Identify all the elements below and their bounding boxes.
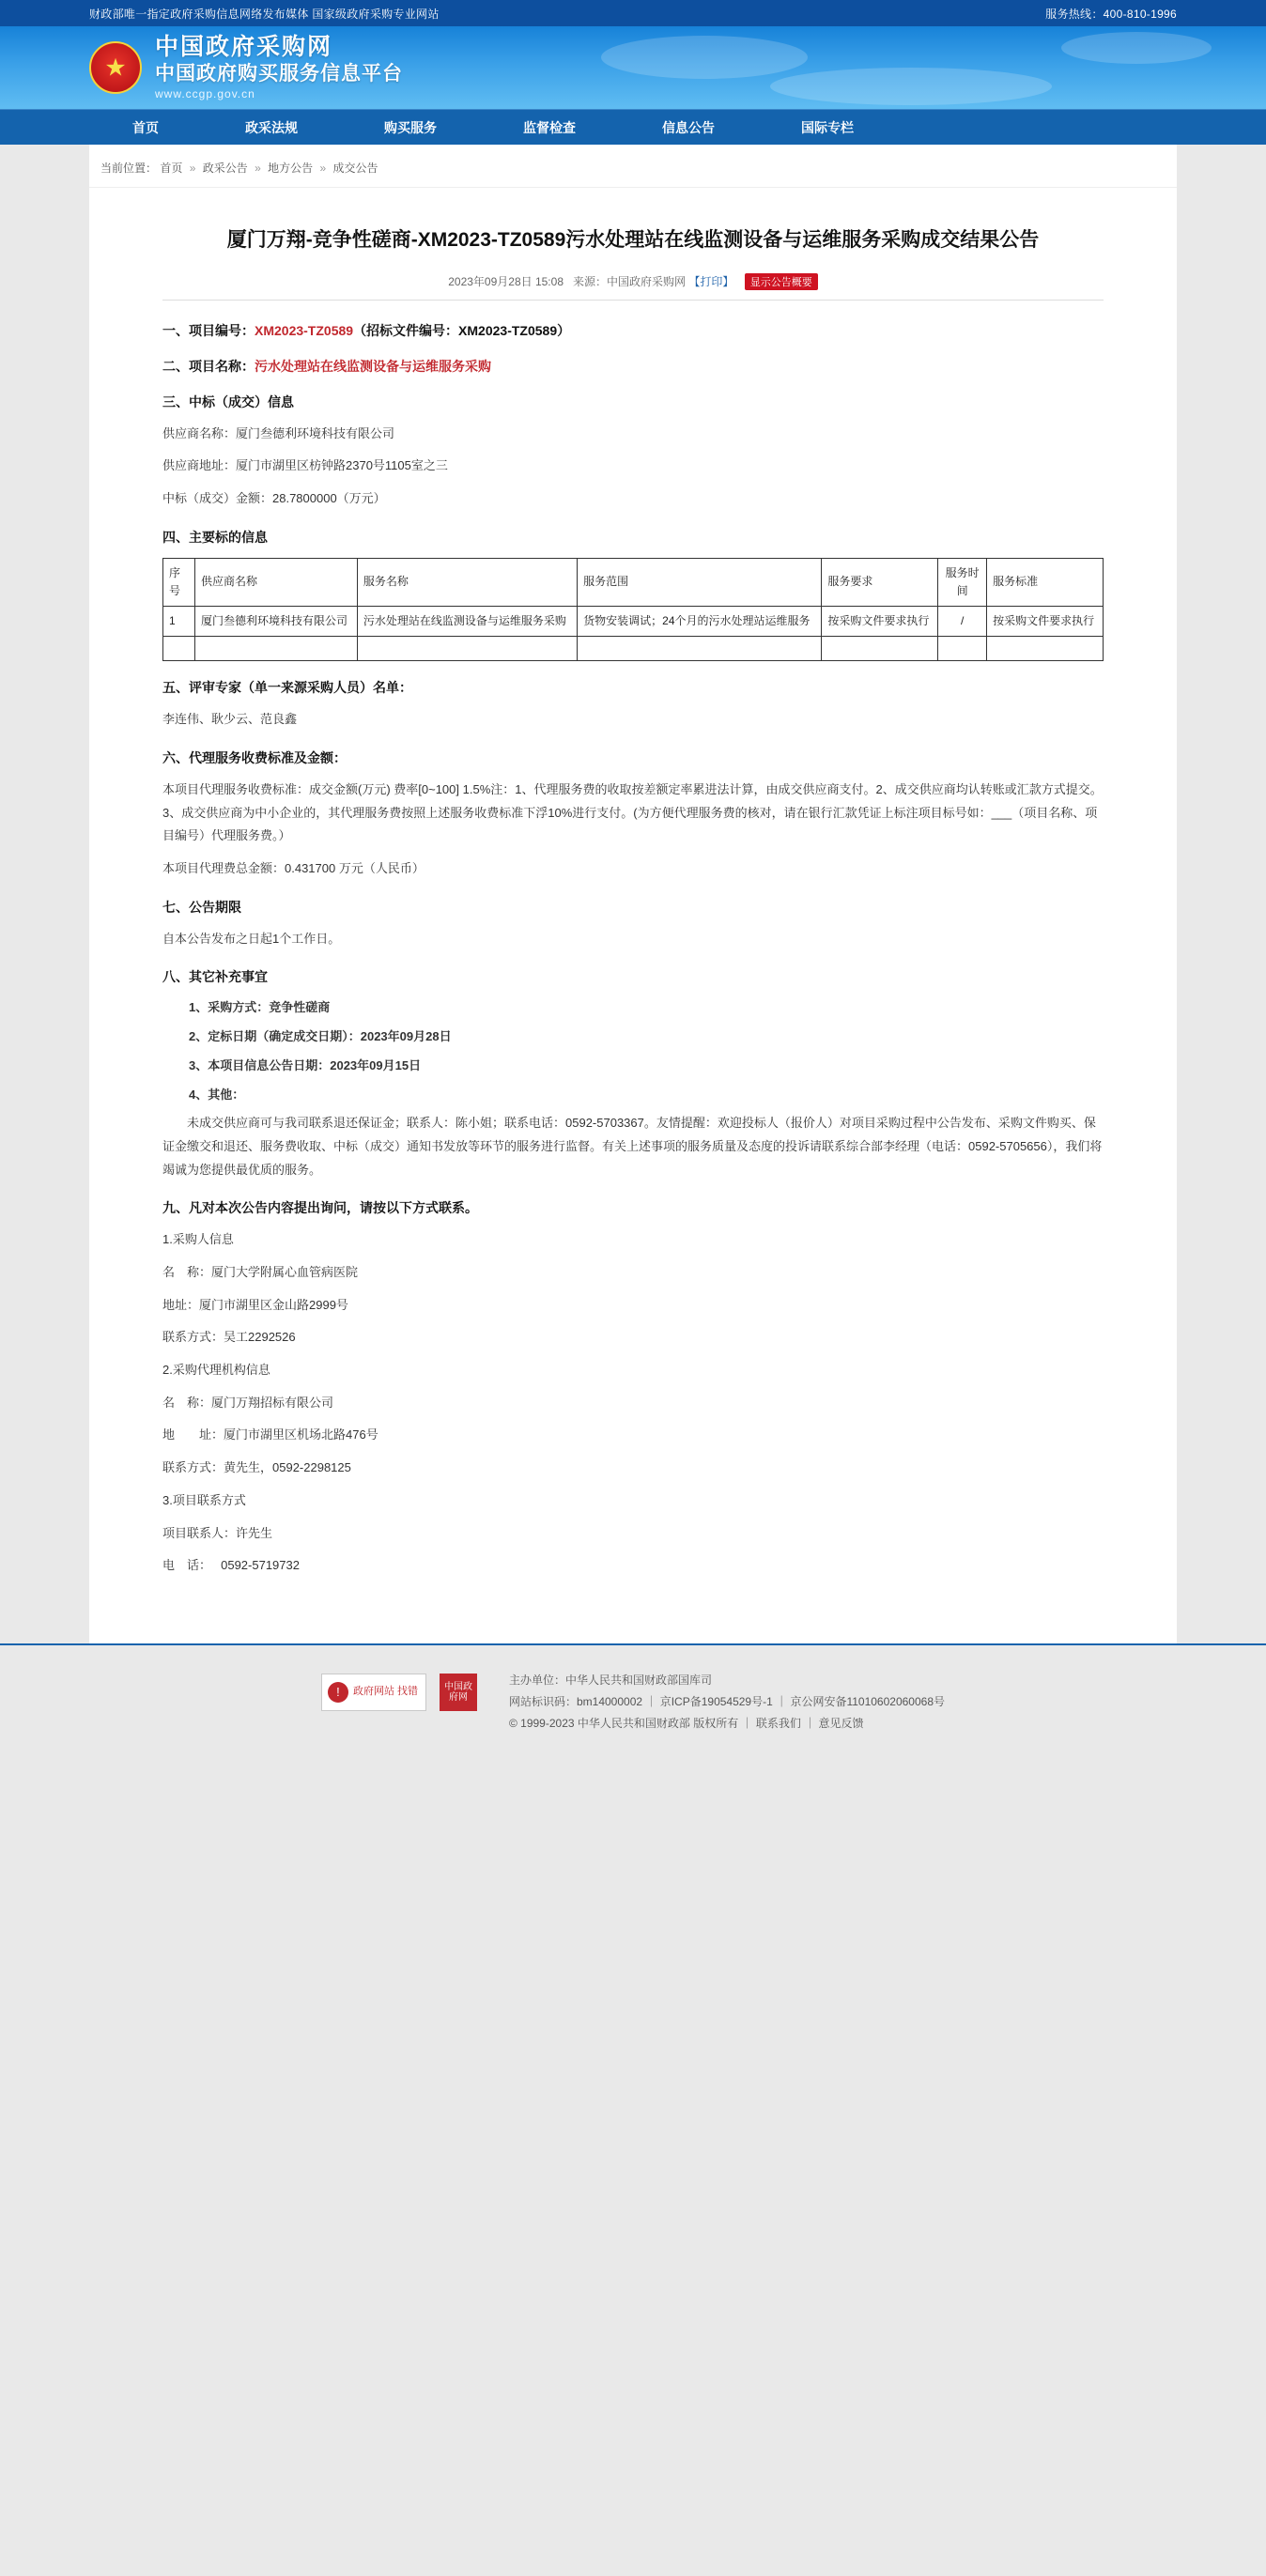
- footer-text: [509, 1670, 945, 1734]
- col-supplier: 供应商名称: [195, 558, 358, 606]
- page-title: 厦门万翔-竞争性磋商-XM2023-TZ0589污水处理站在线监测设备与运维服务采购成交结果公告: [226, 229, 1040, 251]
- expert-names: 李连伟、耿少云、范良鑫: [162, 712, 298, 727]
- breadcrumb-separator: »: [319, 162, 327, 175]
- section-heading-main-subject: 四、主要标的信息: [162, 529, 268, 545]
- site-footer: [0, 1643, 1266, 1760]
- nav-item-laws[interactable]: 政采法规: [245, 119, 298, 135]
- other-item-award-date: 2、定标日期（确定成交日期）：2023年09月28日: [189, 1029, 452, 1044]
- cell-index: 1: [163, 606, 195, 636]
- col-service-standard: 服务标准: [987, 558, 1104, 606]
- footer-line-organizer: 主办单位：中华人民共和国财政部国库司: [508, 1673, 712, 1687]
- purchaser-info-heading: 1.采购人信息: [162, 1232, 234, 1247]
- china-gov-seal-icon[interactable]: [440, 1674, 477, 1711]
- breadcrumb-item-gov-notice[interactable]: 政采公告: [202, 162, 248, 175]
- main-navigation[interactable]: [0, 109, 1266, 145]
- nav-item-international[interactable]: 国际专栏: [801, 119, 854, 135]
- agency-address: 地 址：厦门市湖里区机场北路476号: [162, 1427, 378, 1442]
- footer-badges: [321, 1670, 477, 1711]
- breadcrumb-item-result-notice[interactable]: 成交公告: [332, 162, 378, 175]
- other-item-info-notice-date: 3、本项目信息公告日期：2023年09月15日: [189, 1058, 422, 1073]
- table-row: [163, 606, 1104, 636]
- footer-line-icp: 网站标识码：bm14000002 ｜ 京ICP备19054529号-1 ｜ 京公网安备11010602060068号: [508, 1694, 945, 1708]
- purchaser-name: 名 称：厦门大学附属心血管病医院: [162, 1265, 359, 1280]
- col-service-time: 服务时间: [938, 558, 987, 606]
- project-number-value: XM2023-TZ0589: [255, 322, 354, 338]
- breadcrumb: [89, 145, 1177, 188]
- topbar-hotline: 服务热线：400-810-1996: [1045, 7, 1177, 21]
- section-heading-project-name: [162, 357, 1104, 376]
- nav-item-home[interactable]: 首页: [132, 119, 159, 135]
- section-heading-experts: 五、评审专家（单一来源采购人员）名单：: [162, 680, 412, 696]
- purchaser-contact: 联系方式：吴工2292526: [162, 1330, 296, 1345]
- notice-period-text: 自本公告发布之日起1个工作日。: [162, 931, 341, 946]
- project-contact-phone: 电 话： 0592-5719732: [162, 1558, 300, 1573]
- breadcrumb-item-home[interactable]: 首页: [160, 162, 183, 175]
- report-dot-icon: !: [328, 1682, 348, 1703]
- cell-service-time: /: [938, 606, 987, 636]
- cell-service-scope: 货物安装调试；24个月的污水处理站运维服务: [578, 606, 822, 636]
- national-emblem-icon: [89, 41, 142, 94]
- purchaser-address: 地址：厦门市湖里区金山路2999号: [162, 1297, 348, 1312]
- site-banner: [0, 26, 1266, 109]
- cell-service-requirement: 按采购文件要求执行: [822, 606, 938, 636]
- cell-empty: [822, 637, 938, 661]
- col-index: 序号: [163, 558, 195, 606]
- agency-contact: 联系方式：黄先生，0592-2298125: [162, 1460, 351, 1475]
- site-title-block: [155, 34, 403, 101]
- announcement-article: [89, 188, 1177, 1643]
- breadcrumb-item-local-notice[interactable]: 地方公告: [268, 162, 314, 175]
- bid-subject-table: [162, 558, 1104, 662]
- nav-item-announcements[interactable]: 信息公告: [662, 119, 715, 135]
- project-number-suffix: （招标文件编号：XM2023-TZ0589）: [353, 322, 571, 338]
- topbar-slogan: 财政部唯一指定政府采购信息网络发布媒体 国家级政府采购专业网站: [89, 7, 440, 21]
- agency-fee-total: 本项目代理费总金额：0.431700 万元（人民币）: [162, 860, 425, 875]
- site-title-line2: 中国政府购买服务信息平台: [155, 62, 403, 85]
- print-button[interactable]: 【打印】: [688, 274, 734, 288]
- breadcrumb-separator: »: [255, 162, 261, 175]
- cell-empty: [163, 637, 195, 661]
- project-contact-person: 项目联系人：许先生: [162, 1525, 273, 1540]
- section-heading-notice-period: 七、公告期限: [162, 899, 241, 915]
- section-heading-project-number: [162, 321, 1104, 340]
- cell-empty: [357, 637, 577, 661]
- footer-line-copyright: © 1999-2023 中华人民共和国财政部 版权所有 ｜ 联系我们 ｜ 意见反馈: [508, 1716, 864, 1730]
- cell-service-name: 污水处理站在线监测设备与运维服务采购: [357, 606, 577, 636]
- cell-empty: [195, 637, 358, 661]
- gov-site-report-label: 政府网站 找错: [352, 1686, 419, 1698]
- table-row-empty: [163, 637, 1104, 661]
- agency-fee-standard: 本项目代理服务收费标准：成交金额(万元) 费率[0~100] 1.5%注：1、代理服务费的收取按差额定率累进法计算，由成交供应商支付。2、成交供应商均认转账或汇款方式提交。3、成交供应商为中小企业的，其代理服务费按照上述服务收费标准下浮10%进行支付。(为方便代理服务费的核对，请在银行汇款凭证上标注项目标号如：___（项目名称、项目编号）代理服务费。）: [162, 781, 1103, 843]
- content-wrapper: [89, 145, 1177, 1643]
- agency-info-heading: 2.采购代理机构信息: [162, 1363, 270, 1378]
- cell-supplier: 厦门叁德利环境科技有限公司: [195, 606, 358, 636]
- site-title-line1: 中国政府采购网: [155, 34, 333, 61]
- col-service-name: 服务名称: [357, 558, 577, 606]
- cell-empty: [938, 637, 987, 661]
- other-item-procurement-method: 1、采购方式：竞争性磋商: [189, 1000, 331, 1015]
- section-2-label: 二、项目名称：: [162, 358, 255, 374]
- china-gov-seal-label: 中国政府网: [443, 1681, 472, 1703]
- cell-empty: [987, 637, 1104, 661]
- publish-date: 2023年09月28日 15:08: [448, 274, 564, 288]
- article-meta: [162, 273, 1104, 301]
- nav-item-services[interactable]: 购买服务: [384, 119, 437, 135]
- project-contact-heading: 3.项目联系方式: [162, 1492, 246, 1507]
- section-heading-award-info: 三、中标（成交）信息: [162, 393, 294, 409]
- table-header-row: [163, 558, 1104, 606]
- nav-item-supervision[interactable]: 监督检查: [523, 119, 576, 135]
- section-heading-other-matters: 八、其它补充事宜: [162, 969, 268, 985]
- site-url: www.ccgp.gov.cn: [155, 87, 255, 101]
- top-info-bar: [0, 0, 1266, 26]
- section-heading-contact: 九、凡对本次公告内容提出询问，请按以下方式联系。: [162, 1200, 478, 1216]
- cell-service-standard: 按采购文件要求执行: [987, 606, 1104, 636]
- article-source: 来源：中国政府采购网: [573, 274, 687, 288]
- section-1-label: 一、项目编号：: [162, 322, 255, 338]
- col-service-requirement: 服务要求: [822, 558, 938, 606]
- agency-name: 名 称：厦门万翔招标有限公司: [162, 1395, 334, 1410]
- section-heading-agency-fee: 六、代理服务收费标准及金额：: [162, 749, 347, 765]
- gov-site-report-icon[interactable]: [321, 1674, 426, 1711]
- supplier-name: 供应商名称：厦门叁德利环境科技有限公司: [162, 425, 395, 440]
- summary-badge[interactable]: 显示公告概要: [745, 273, 818, 290]
- project-name-value: 污水处理站在线监测设备与运维服务采购: [255, 358, 491, 374]
- supplier-address: 供应商地址：厦门市湖里区枋钟路2370号1105室之三: [162, 458, 448, 473]
- col-service-scope: 服务范围: [578, 558, 822, 606]
- other-item-others: 4、其他：: [189, 1087, 245, 1103]
- cell-empty: [578, 637, 822, 661]
- other-items-detail: 未成交供应商可与我司联系退还保证金；联系人：陈小姐；联系电话：0592-5703367。友情提醒：欢迎投标人（报价人）对项目采购过程中公告发布、采购文件购买、保证金缴交和退还、服务费收取、中标（成交）通知书发放等环节的服务进行监督。有关上述事项的服务质量及态度的投诉请联系综合部李经理（电话：0592-5705656），我们将竭诚为您提供最优质的服务。: [162, 1116, 1103, 1177]
- breadcrumb-prefix: 当前位置：: [100, 162, 158, 175]
- award-amount: 中标（成交）金额：28.7800000（万元）: [162, 490, 386, 505]
- breadcrumb-separator: »: [189, 162, 196, 175]
